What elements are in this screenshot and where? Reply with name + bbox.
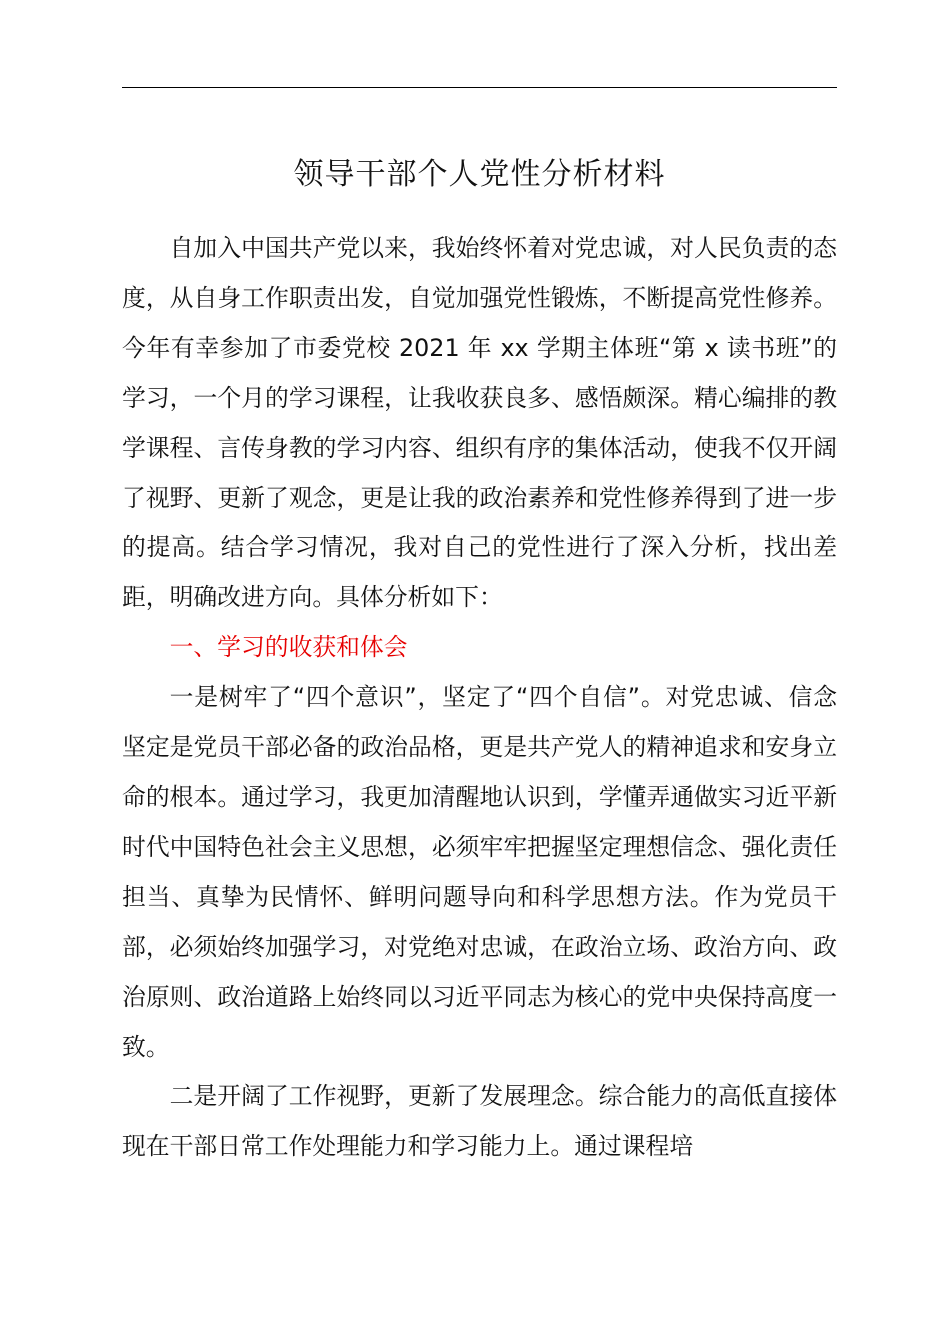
header-rule [122,87,837,88]
document-body [122,224,837,1172]
point-two-paragraph: 二是开阔了工作视野，更新了发展理念。综合能力的高低直接体现在干部日常工作处理能力和学习能力上。通过课程培 [122,1082,837,1161]
section-heading-1: 一、学习的收获和体会 [169,633,408,662]
intro-paragraph: 自加入中国共产党以来，我始终怀着对党忠诚，对人民负责的态度，从自身工作职责出发，自觉加强党性锻炼，不断提高党性修养。今年有幸参加了市委党校 2021 年 xx 学期主体班“第 x 读书班”的学习，一个月的学习课程，让我收获良多、感悟颇深。精心编排的教学课程、言传身教的学习内容、组织有序的集体活动，使我不仅开阔了视野、更新了观念，更是让我的政治素养和党性修养得到了进一步的提高。结合学习情况，我对自己的党性进行了深入分析，找出差距，明确改进方向。具体分析如下： [122,234,837,612]
point-one-paragraph: 一是树牢了“四个意识”，坚定了“四个自信”。对党忠诚、信念坚定是党员干部必备的政治品格，更是共产党人的精神追求和安身立命的根本。通过学习，我更加清醒地认识到，学懂弄通做实习近平新时代中国特色社会主义思想，必须牢牢把握坚定理想信念、强化责任担当、真挚为民情怀、鲜明问题导向和科学思想方法。作为党员干部，必须始终加强学习，对党绝对忠诚，在政治立场、政治方向、政治原则、政治道路上始终同以习近平同志为核心的党中央保持高度一致。 [122,683,837,1061]
document-title: 领导干部个人党性分析材料 [293,157,666,192]
